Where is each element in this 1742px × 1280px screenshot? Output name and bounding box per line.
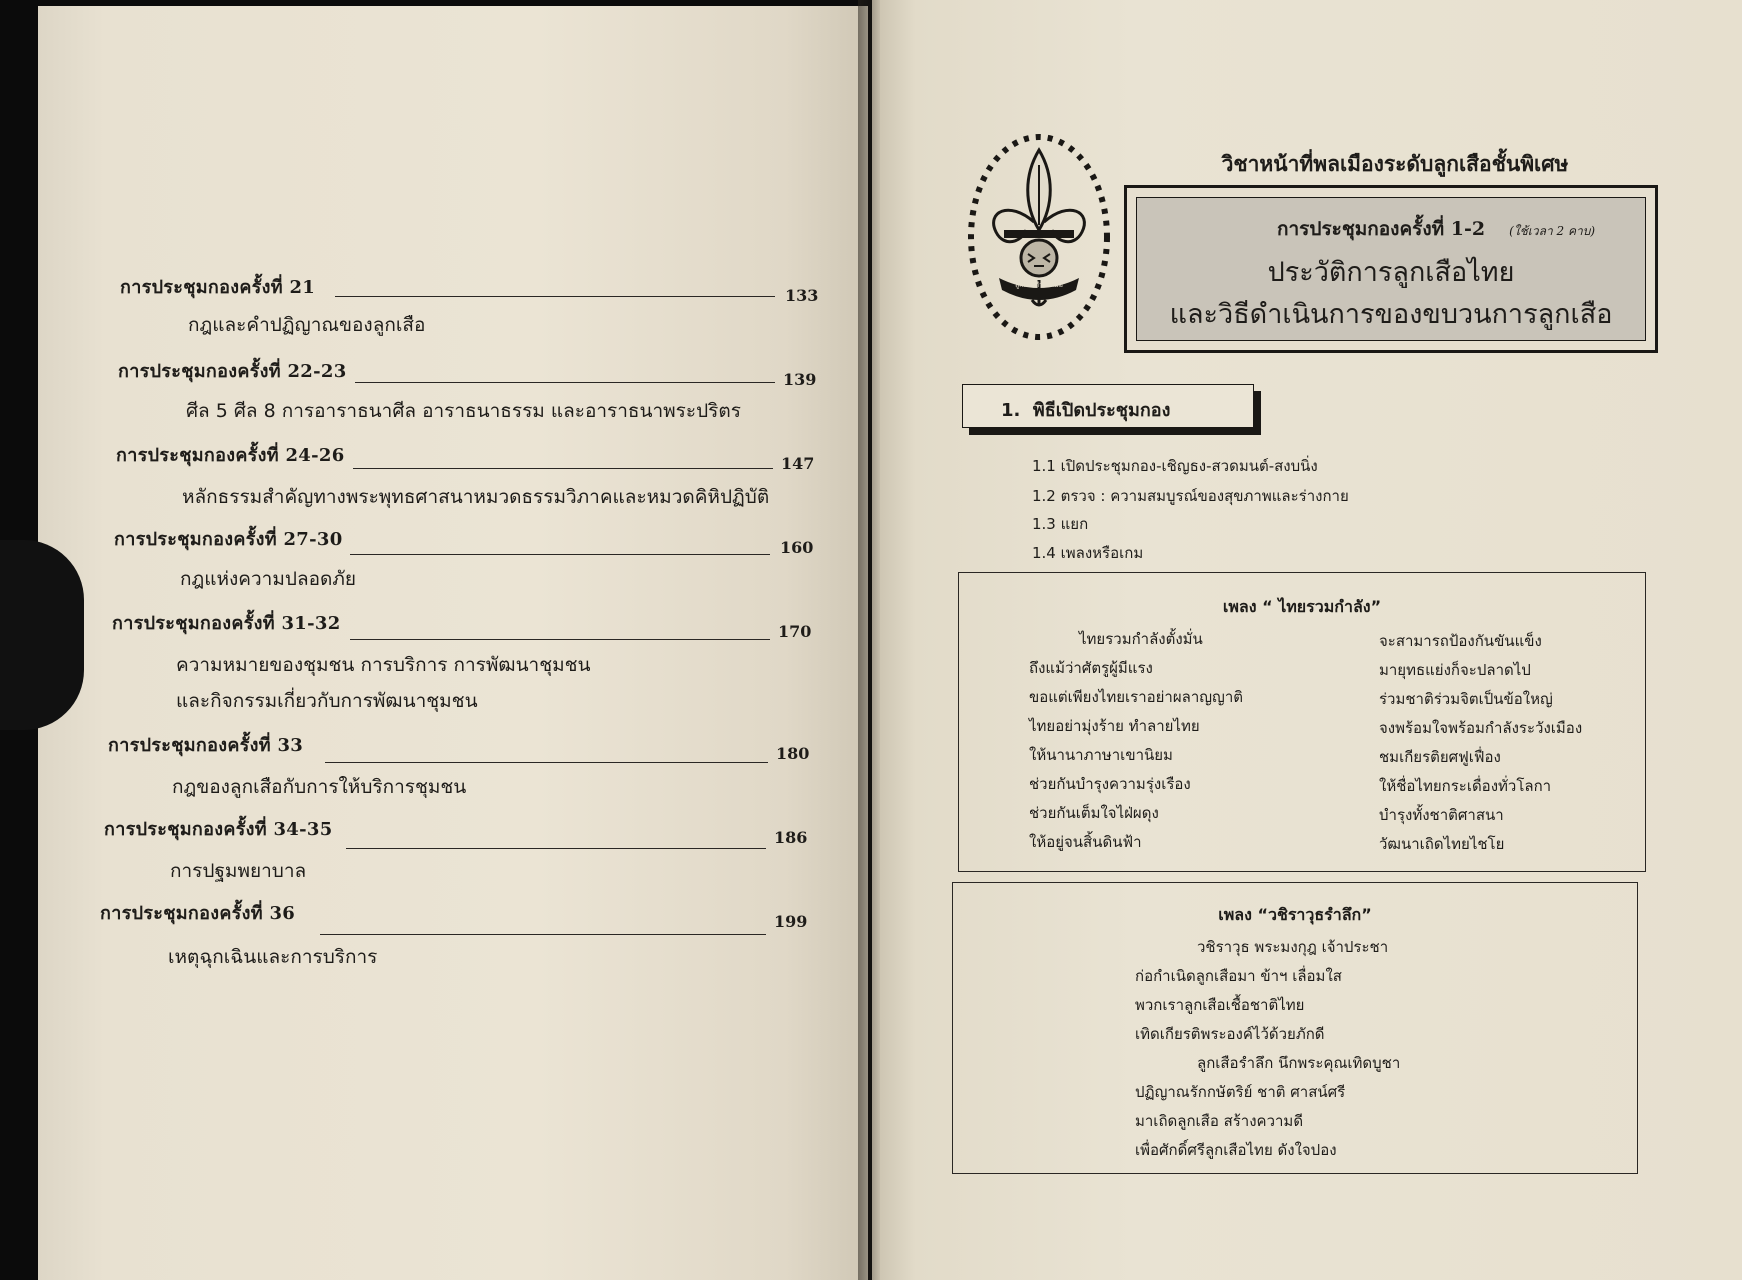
song-title: เพลง “วชิราวุธรำลึก”	[1218, 905, 1372, 924]
toc-subtitle: เหตุฉุกเฉินและการบริการ	[168, 946, 378, 968]
toc-leader-line	[350, 639, 770, 640]
toc-page-number: 170	[778, 622, 812, 641]
scout-fleur-de-lis-emblem	[964, 130, 1114, 345]
toc-label: การประชุมกองครั้งที่ 33	[108, 735, 304, 756]
toc-page-number: 147	[781, 454, 815, 473]
book-spine	[858, 0, 880, 1280]
song-line: เพื่อศักดิ์ศรีลูกเสือไทย ดังใจปอง	[1135, 1141, 1337, 1159]
lesson-title-line1: ประวัติการลูกเสือไทย	[1267, 257, 1515, 288]
toc-label: การประชุมกองครั้งที่ 21	[120, 277, 316, 298]
emblem-motto: ลูกเสือทำดีเสมอ	[1015, 281, 1063, 289]
song-line: ให้อยู่จนสิ้นดินฟ้า	[1029, 833, 1142, 851]
toc-subtitle: กฎของลูกเสือกับการให้บริการชุมชน	[172, 776, 467, 798]
meeting-line	[1277, 214, 1595, 244]
song-line: ให้ชื่อไทยกระเดื่องทั่วโลกา	[1379, 777, 1552, 795]
song-line: จะสามารถป้องกันขันแข็ง	[1379, 632, 1542, 650]
section-heading-box	[962, 384, 1254, 428]
song-line: ให้นานาภาษาเขานิยม	[1029, 746, 1173, 764]
emblem-graphic	[964, 130, 1114, 345]
toc-label: การประชุมกองครั้งที่ 22-23	[118, 361, 347, 382]
song-title: เพลง “ ไทยรวมกำลัง”	[1222, 597, 1382, 616]
toc-label: การประชุมกองครั้งที่ 24-26	[116, 445, 345, 466]
song-line: ขอแต่เพียงไทยเราอย่าผลาญญาติ	[1029, 688, 1243, 706]
toc-subtitle: การปฐมพยาบาล	[170, 860, 307, 882]
song-line: ร่วมชาติร่วมจิตเป็นข้อใหญ่	[1379, 690, 1553, 708]
song-line: จงพร้อมใจพร้อมกำลังระวังเมือง	[1379, 719, 1583, 737]
song-line: บำรุงทั้งชาติศาสนา	[1379, 806, 1504, 824]
lesson-title-box-inner	[1136, 197, 1646, 341]
song-line: ชมเกียรติยศฟูเฟื่อง	[1379, 748, 1501, 766]
toc-leader-line	[320, 934, 766, 935]
toc-leader-line	[346, 848, 766, 849]
lesson-title-box	[1124, 185, 1658, 353]
toc-leader-line	[350, 554, 770, 555]
agenda-item: 1.1 เปิดประชุมกอง-เชิญธง-สวดมนต์-สงบนิ่ง	[1032, 457, 1318, 475]
toc-leader-line	[355, 382, 775, 383]
agenda-item: 1.4 เพลงหรือเกม	[1032, 544, 1144, 562]
toc-label: การประชุมกองครั้งที่ 27-30	[114, 529, 343, 550]
toc-page-number: 186	[774, 828, 808, 847]
section-number: 1.	[1001, 400, 1021, 421]
song-line: วัฒนาเถิดไทยไชโย	[1379, 835, 1505, 853]
agenda-item: 1.3 แยก	[1032, 515, 1089, 533]
toc-subtitle: ศีล 5 ศีล 8 การอาราธนาศีล อาราธนาธรรม และอาราธนาพระปริตร	[186, 400, 741, 422]
toc-label: การประชุมกองครั้งที่ 31-32	[112, 613, 341, 634]
section-label: พิธีเปิดประชุมกอง	[1032, 400, 1171, 421]
song-line: เทิดเกียรติพระองค์ไว้ด้วยภักดี	[1135, 1025, 1325, 1043]
section-heading	[1001, 395, 1170, 424]
song-line: ไทยอย่ามุ่งร้าย ทำลายไทย	[1029, 717, 1200, 735]
song-line: ช่วยกันเต็มใจไฝ่ผดุง	[1029, 804, 1159, 822]
meeting-time: (ใช้เวลา 2 คาบ)	[1509, 224, 1596, 238]
song-box-vajiravudh-ramluek	[952, 882, 1638, 1174]
toc-label: การประชุมกองครั้งที่ 34-35	[104, 819, 333, 840]
toc-subtitle: กฎและคำปฏิญาณของลูกเสือ	[188, 314, 426, 336]
toc-subtitle: ความหมายของชุมชน การบริการ การพัฒนาชุมชน	[176, 654, 591, 676]
meeting-number: การประชุมกองครั้งที่ 1-2	[1277, 218, 1486, 240]
left-page	[38, 6, 868, 1280]
toc-page-number: 199	[774, 912, 808, 931]
song-line: วชิราวุธ พระมงกุฎ เจ้าประชา	[1197, 938, 1389, 956]
song-line: ช่วยกันบำรุงความรุ่งเรือง	[1029, 775, 1191, 793]
toc-subtitle: หลักธรรมสำคัญทางพระพุทธศาสนาหมวดธรรมวิภาคและหมวดคิหิปฏิบัติ	[182, 486, 770, 508]
song-line: ถึงแม้ว่าศัตรูผู้มีแรง	[1029, 659, 1153, 677]
toc-page-number: 139	[783, 370, 817, 389]
song-line: ปฏิญาณรักกษัตริย์ ชาติ ศาสน์ศรี	[1135, 1083, 1346, 1101]
song-line: ก่อกำเนิดลูกเสือมา ข้าฯ เลื่อมใส	[1135, 967, 1342, 985]
toc-page-number: 160	[780, 538, 814, 557]
toc-label: การประชุมกองครั้งที่ 36	[100, 903, 296, 924]
toc-page-number: 133	[785, 286, 819, 305]
agenda-item: 1.2 ตรวจ : ความสมบูรณ์ของสุขภาพและร่างกาย	[1032, 487, 1349, 505]
song-box-thai-ruam-kamlang	[958, 572, 1646, 872]
song-line: มายุทธแย่งก็จะปลาดไป	[1379, 661, 1531, 679]
toc-page-number: 180	[776, 744, 810, 763]
lesson-title-line2: และวิธีดำเนินการของขบวนการลูกเสือ	[1169, 299, 1613, 330]
toc-leader-line	[335, 296, 775, 297]
subject-header: วิชาหน้าที่พลเมืองระดับลูกเสือชั้นพิเศษ	[1221, 152, 1569, 176]
song-line: มาเถิดลูกเสือ สร้างความดี	[1135, 1112, 1304, 1130]
song-line: พวกเราลูกเสือเชื้อชาติไทย	[1135, 996, 1305, 1014]
toc-subtitle: กฎแห่งความปลอดภัย	[180, 568, 356, 590]
toc-subtitle: และกิจกรรมเกี่ยวกับการพัฒนาชุมชน	[176, 690, 478, 712]
song-line: ลูกเสือรำลึก นึกพระคุณเทิดบูชา	[1197, 1054, 1401, 1072]
toc-leader-line	[325, 762, 768, 763]
song-line: ไทยรวมกำลังตั้งมั่น	[1079, 630, 1203, 648]
black-tab-marker	[0, 540, 84, 730]
toc-leader-line	[353, 468, 773, 469]
